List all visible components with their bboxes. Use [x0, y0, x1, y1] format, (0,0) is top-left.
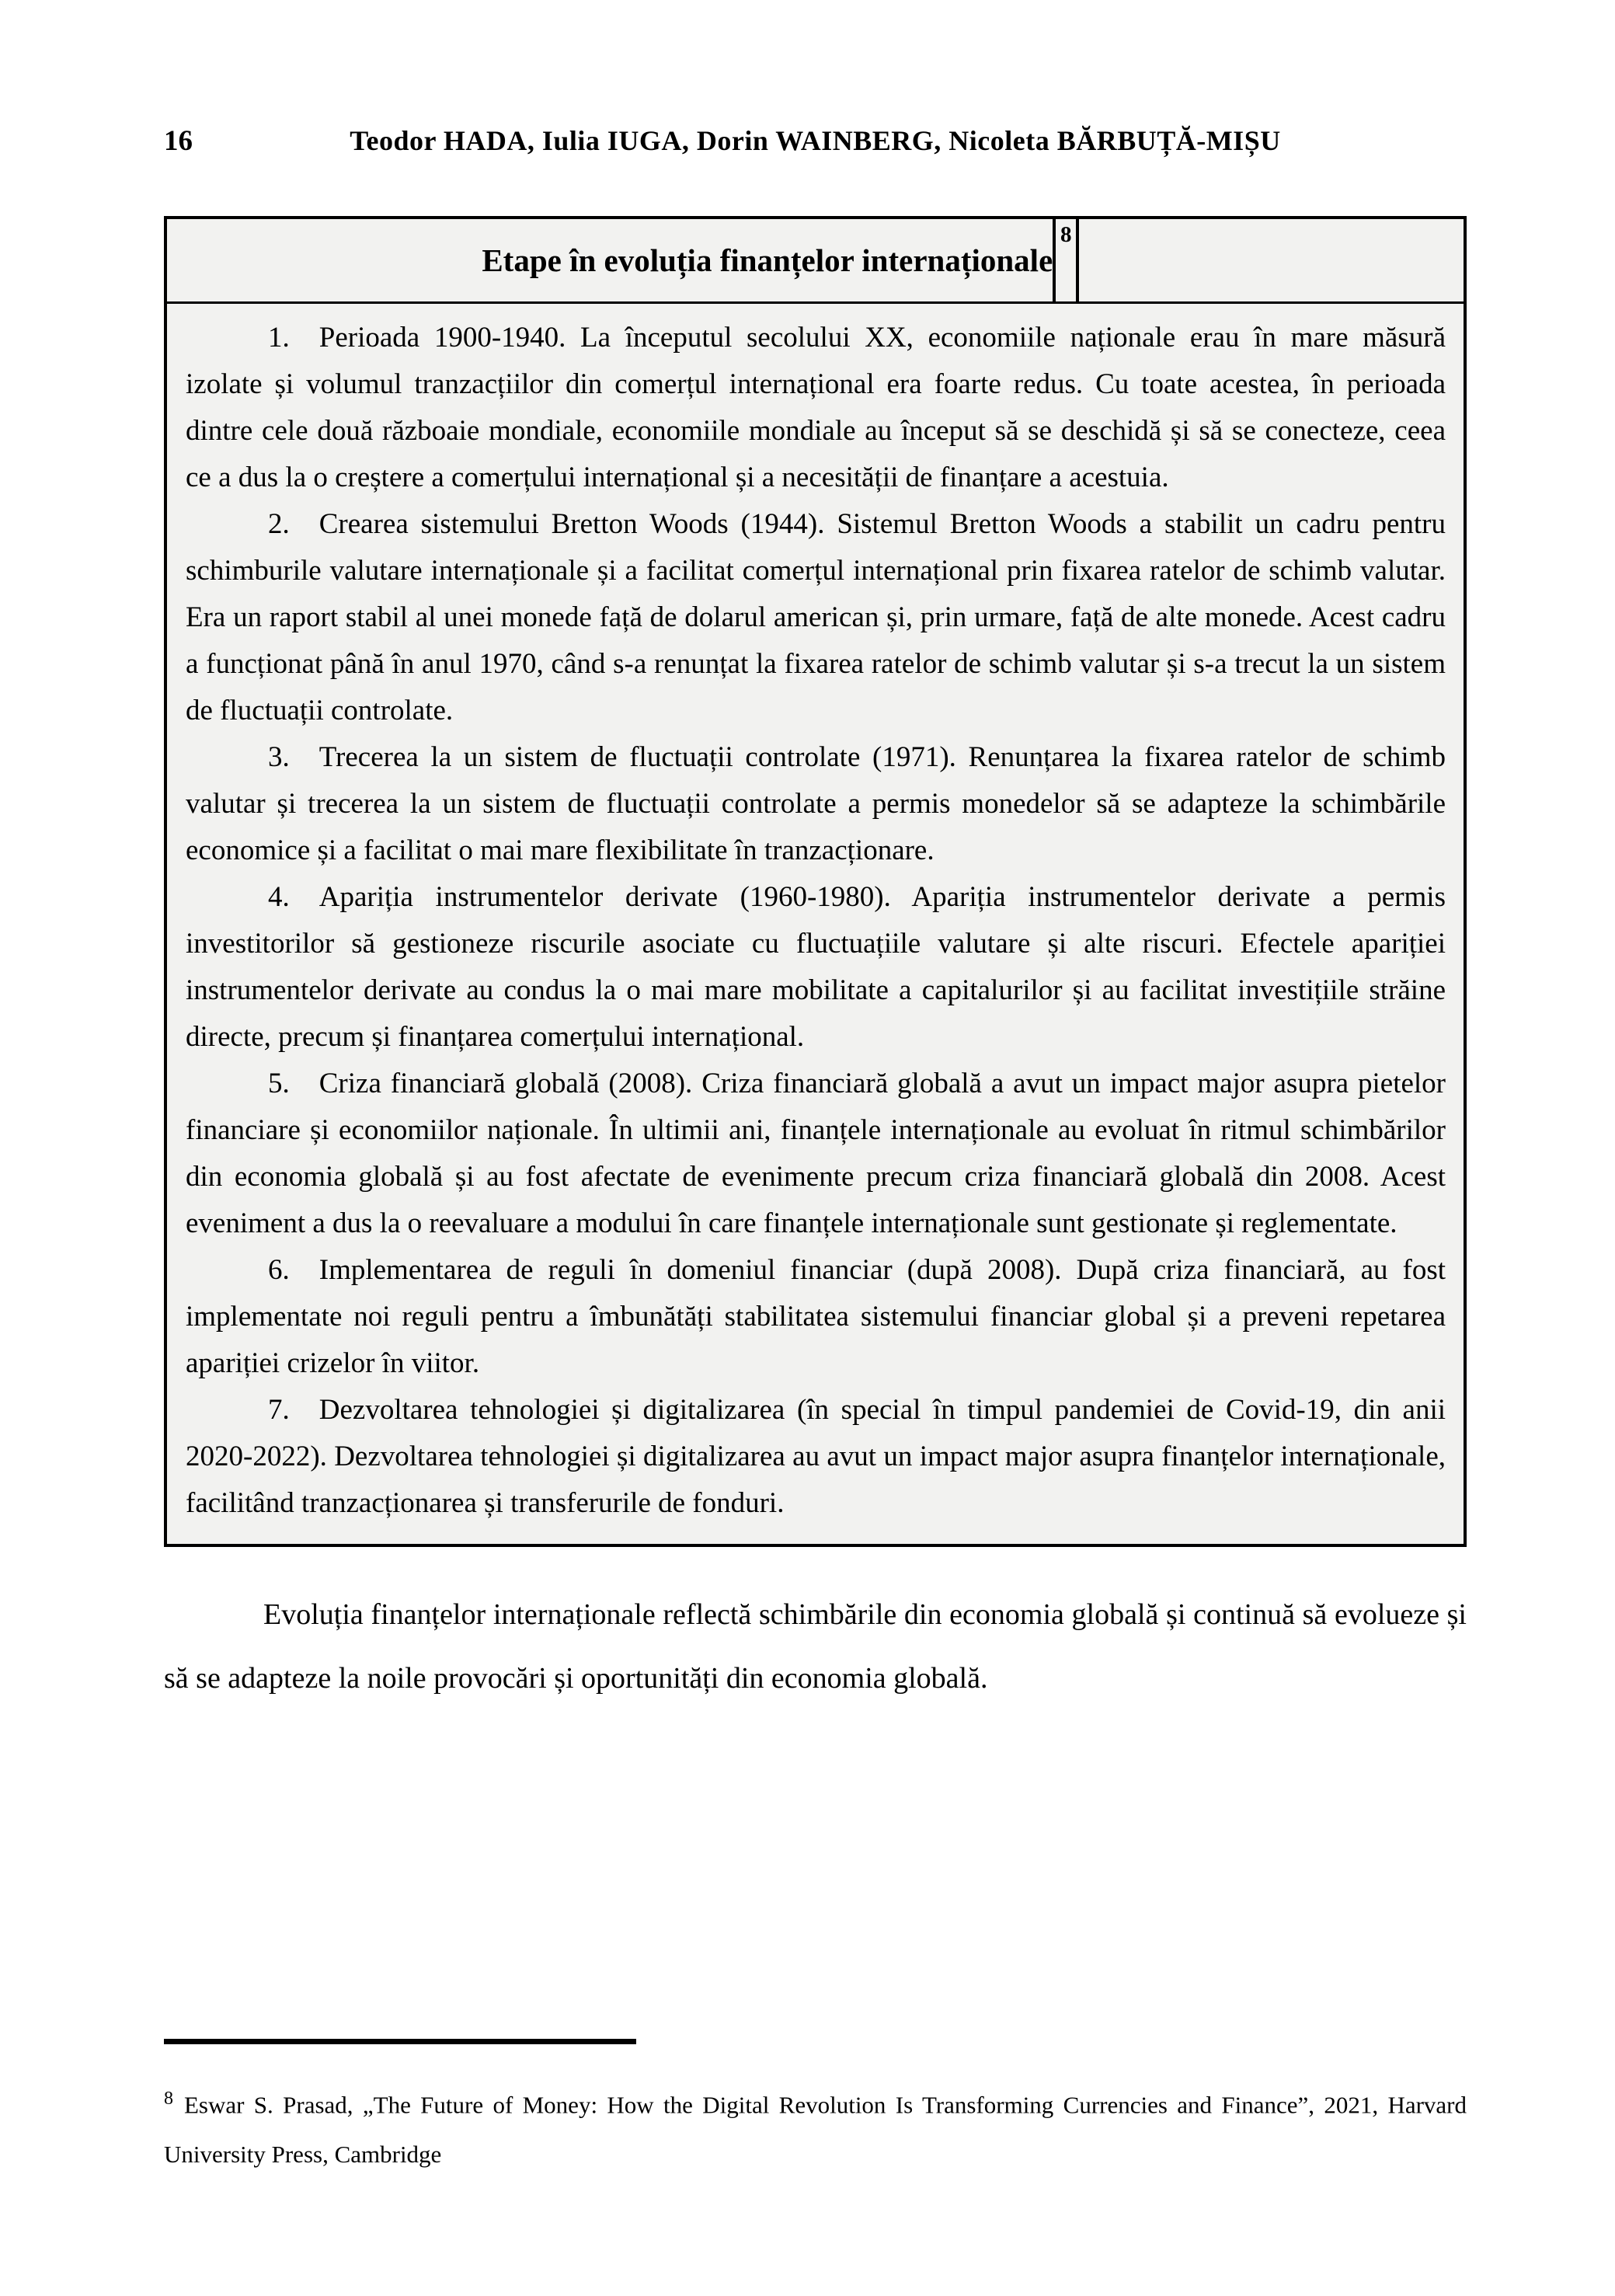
- stage-item-text: Criza financiară globală (2008). Criza financiară globală a avut un impact major asupra pietelor financiare și economiilor naționale. În ultimii ani, finanțele internaționale au evoluat în ritmul schimbărilor din economia globală și au fost afectate de evenimente precum criza financiară globală din 2008. Acest eveniment a dus la o reevaluare a modului în care finanțele internaționale sunt gestionate și reglementate.: [186, 1068, 1446, 1239]
- stage-item-text: Perioada 1900-1940. La începutul secolului XX, economiile naționale erau în mare măsură izolate și volumul tranzacțiilor din comerțul internațional era foarte redus. Cu toate acestea, în perioada dintre cele două războaie mondiale, economiile mondiale au început să se deschidă și să se conecteze, ceea ce a dus la o creștere a comerțului internațional și a necesității de finanțare a acestuia.: [186, 322, 1446, 493]
- stage-item-text: Dezvoltarea tehnologiei și digitalizarea (în special în timpul pandemiei de Covid-19, din anii 2020-2022). Dezvoltarea tehnologiei și digitalizarea au avut un impact major asupra finanțelor internaționale, facilitând tranzacționarea și transferurile de fonduri.: [186, 1394, 1446, 1519]
- stage-item-2: [186, 501, 1446, 734]
- stage-item-number: 2.: [268, 508, 290, 540]
- footnote-ref-marker: 8: [1060, 222, 1072, 247]
- stages-table-body: [167, 304, 1464, 1544]
- stage-item-number: 7.: [268, 1394, 290, 1426]
- stage-item-4: [186, 874, 1446, 1061]
- stage-item-number: 4.: [268, 881, 290, 913]
- footnote-text: Eswar S. Prasad, „The Future of Money: How the Digital Revolution Is Transforming Currencies and Finance”, 2021, Harvard University Press, Cambridge: [164, 2091, 1467, 2168]
- stage-item-number: 5.: [268, 1068, 290, 1099]
- stage-item-7: [186, 1387, 1446, 1527]
- stage-item-3: [186, 734, 1446, 874]
- stage-item-number: 1.: [268, 322, 290, 354]
- running-head: [164, 124, 1467, 165]
- footnote: [164, 2074, 1467, 2179]
- title-spacer-right: [1079, 219, 1464, 301]
- footnote-area: [164, 2039, 1467, 2179]
- stage-item-number: 6.: [268, 1254, 290, 1286]
- stages-table: [164, 216, 1467, 1547]
- stage-item-6: [186, 1247, 1446, 1387]
- stage-item-text: Apariția instrumentelor derivate (1960-1980). Apariția instrumentelor derivate a permis investitorilor să gestioneze riscurile asociate cu fluctuațiile valutare și alte riscuri. Efectele apariției instrumentelor derivate au condus la o mai mare mobilitate a capitalurilor și au facilitat investițiile străine directe, precum și finanțarea comerțului internațional.: [186, 881, 1446, 1053]
- title-spacer-left: [167, 219, 482, 301]
- stage-item-text: Implementarea de reguli în domeniul financiar (după 2008). După criza financiară, au fost implementate noi reguli pentru a îmbunătăți stabilitatea sistemului financiar global și a preveni repetarea apariției crizelor în viitor.: [186, 1254, 1446, 1379]
- stages-table-title-row: [167, 219, 1464, 304]
- stage-item-number: 3.: [268, 741, 290, 773]
- stages-table-title: Etape în evoluția finanțelor internaționale: [482, 242, 1053, 278]
- stage-item-5: [186, 1061, 1446, 1247]
- authors-header: Teodor HADA, Iulia IUGA, Dorin WAINBERG, Nicoleta BĂRBUȚĂ-MIȘU: [350, 125, 1281, 156]
- footnote-marker: 8: [164, 2088, 173, 2109]
- stage-item-text: Crearea sistemului Bretton Woods (1944). Sistemul Bretton Woods a stabilit un cadru pentru schimburile valutare internaționale și a facilitat comerțul internațional prin fixarea ratelor de schimb valutar. Era un raport stabil al unei monede față de dolarul american și, prin urmare, față de alte monede. Acest cadru a funcționat până în anul 1970, când s-a renunțat la fixarea ratelor de schimb valutar și s-a trecut la un sistem de fluctuații controlate.: [186, 508, 1446, 726]
- footnote-ref-cell: [1053, 219, 1079, 301]
- stage-item-1: [186, 315, 1446, 501]
- page-number: 16: [164, 125, 193, 157]
- stage-item-text: Trecerea la un sistem de fluctuații controlate (1971). Renunțarea la fixarea ratelor de schimb valutar și trecerea la un sistem de fluctuații controlate a permis monedelor să se adapteze la schimbările economice și a facilitat o mai mare flexibilitate în tranzacționare.: [186, 741, 1446, 866]
- closing-paragraph: Evoluția finanțelor internaționale reflectă schimbările din economia globală și continuă să evolueze și să se adapteze la noile provocări și oportunități din economia globală.: [164, 1598, 1467, 1695]
- footnote-separator-rule: [164, 2039, 636, 2044]
